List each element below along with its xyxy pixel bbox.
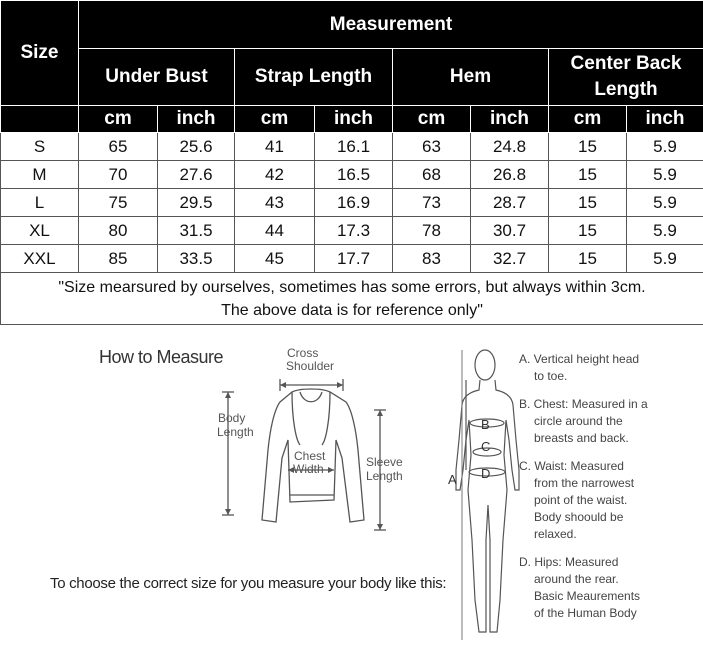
- size-cell: XL: [1, 217, 79, 245]
- table-cell: 5.9: [627, 161, 703, 189]
- measurement-header: Measurement: [79, 1, 703, 49]
- table-cell: 15: [549, 245, 627, 273]
- size-cell: S: [1, 133, 79, 161]
- table-cell: 5.9: [627, 189, 703, 217]
- table-cell: 24.8: [471, 133, 549, 161]
- step-line: C. Waist: Measured: [519, 459, 624, 473]
- step-line: point of the waist.: [534, 493, 628, 507]
- body-length-label: Length: [217, 425, 254, 439]
- step-b: [519, 396, 699, 447]
- hem-header: Hem: [393, 49, 549, 106]
- table-cell: 17.3: [315, 217, 393, 245]
- size-column-header: Size: [1, 1, 79, 106]
- table-row: [1, 245, 703, 273]
- sleeve-length-label: Sleeve: [366, 455, 403, 469]
- cross-shoulder-label: Shoulder: [286, 359, 335, 373]
- table-cell: 5.9: [627, 133, 703, 161]
- table-cell: 73: [393, 189, 471, 217]
- unit-header: inch: [627, 106, 703, 133]
- cross-shoulder-label: Cross: [287, 346, 319, 360]
- table-cell: 42: [235, 161, 315, 189]
- unit-header: cm: [393, 106, 471, 133]
- unit-header: inch: [315, 106, 393, 133]
- table-cell: 26.8: [471, 161, 549, 189]
- table-cell: 80: [79, 217, 158, 245]
- body-label-b: B: [481, 417, 490, 432]
- size-cell: L: [1, 189, 79, 217]
- table-cell: 63: [393, 133, 471, 161]
- table-cell: 17.7: [315, 245, 393, 273]
- table-cell: 16.5: [315, 161, 393, 189]
- size-cell: M: [1, 161, 79, 189]
- chest-width-label: Chest: [294, 449, 326, 463]
- unit-header: cm: [235, 106, 315, 133]
- body-label-d: D: [481, 466, 491, 481]
- choose-size-instruction: To choose the correct size for you measure your body like this:: [50, 575, 447, 592]
- table-cell: 28.7: [471, 189, 549, 217]
- table-cell: 15: [549, 161, 627, 189]
- table-cell: 41: [235, 133, 315, 161]
- unit-header: cm: [549, 106, 627, 133]
- size-chart-table: [0, 0, 703, 325]
- table-cell: 25.6: [158, 133, 235, 161]
- table-cell: 44: [235, 217, 315, 245]
- body-label-c: C: [481, 439, 491, 454]
- table-cell: 27.6: [158, 161, 235, 189]
- step-line: Body shoould be: [534, 510, 624, 524]
- table-cell: 31.5: [158, 217, 235, 245]
- note-line: The above data is for reference only": [221, 301, 483, 319]
- table-cell: 78: [393, 217, 471, 245]
- table-cell: 68: [393, 161, 471, 189]
- sleeve-length-label: Length: [366, 469, 403, 483]
- unit-header: inch: [471, 106, 549, 133]
- table-cell: 15: [549, 217, 627, 245]
- table-cell: 16.9: [315, 189, 393, 217]
- step-line: of the Human Body: [534, 606, 637, 620]
- table-cell: 29.5: [158, 189, 235, 217]
- table-cell: 32.7: [471, 245, 549, 273]
- table-cell: 75: [79, 189, 158, 217]
- step-line: breasts and back.: [534, 431, 629, 445]
- chest-width-label: Width: [293, 462, 324, 476]
- step-line: from the narrowest: [534, 476, 635, 490]
- unit-header: inch: [158, 106, 235, 133]
- center-back-length-header: Center Back Length: [549, 49, 703, 106]
- note-row: [1, 273, 703, 325]
- step-a: [519, 351, 699, 385]
- how-to-measure-title: How to Measure: [99, 347, 224, 367]
- table-cell: 16.1: [315, 133, 393, 161]
- body-label-a: A: [448, 472, 457, 487]
- table-cell: 15: [549, 133, 627, 161]
- step-line: around the rear.: [534, 572, 619, 586]
- step-c: [519, 458, 699, 543]
- strap-length-header: Strap Length: [235, 49, 393, 106]
- table-cell: 83: [393, 245, 471, 273]
- table-cell: 70: [79, 161, 158, 189]
- step-d: [519, 554, 699, 622]
- disclaimer-note: [1, 273, 703, 325]
- step-line: to toe.: [534, 369, 568, 383]
- table-row: [1, 133, 703, 161]
- table-cell: 43: [235, 189, 315, 217]
- table-cell: 33.5: [158, 245, 235, 273]
- step-line: circle around the: [534, 414, 623, 428]
- size-cell: XXL: [1, 245, 79, 273]
- note-line: "Size mearsured by ourselves, sometimes has some errors, but always within 3cm.: [58, 278, 646, 296]
- table-row: [1, 161, 703, 189]
- measurement-steps: [519, 351, 699, 633]
- table-row: [1, 189, 703, 217]
- step-line: A. Vertical height head: [519, 352, 640, 366]
- table-cell: 45: [235, 245, 315, 273]
- step-line: B. Chest: Measured in a: [519, 397, 648, 411]
- table-cell: 30.7: [471, 217, 549, 245]
- table-cell: 85: [79, 245, 158, 273]
- table-row: [1, 217, 703, 245]
- step-line: relaxed.: [534, 527, 577, 541]
- table-cell: 65: [79, 133, 158, 161]
- step-line: Basic Meaurements: [534, 589, 641, 603]
- unit-header: cm: [79, 106, 158, 133]
- under-bust-header: Under Bust: [79, 49, 235, 106]
- size-unit-blank: [1, 106, 79, 133]
- body-figure: [456, 350, 519, 640]
- body-length-label: Body: [218, 411, 246, 425]
- step-line: D. Hips: Measured: [519, 555, 619, 569]
- table-cell: 5.9: [627, 217, 703, 245]
- table-cell: 5.9: [627, 245, 703, 273]
- table-cell: 15: [549, 189, 627, 217]
